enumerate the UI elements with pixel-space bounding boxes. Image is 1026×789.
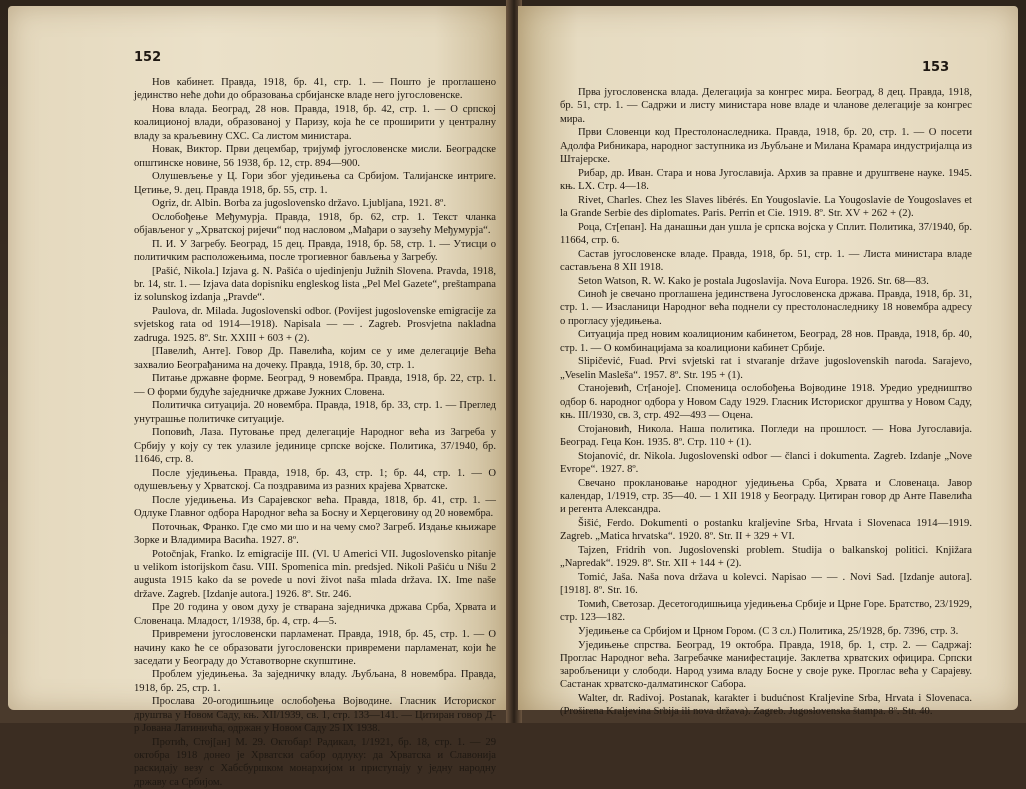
- bibliography-entry: [Павелић, Анте]. Говор Др. Павелића, којим се у име делегације Већа захвалио Београђанима на дочеку. Правда, 1918, бр. 30, стр. 1.: [134, 346, 496, 371]
- bibliography-entry: Potočnjak, Franko. Iz emigracije III. (Vl. U Americi VII. Jugoslovensko pitanje u velikom istorijskom času. VIII. Spomenica min. predsjed. Nikoli Pašiću u Nišu 2 augusta 1915 kako da se povede u novi život naša mlada država. IX. Ime naše države. Zagreb. [Izdanje autora.] 1926. 8º. Str. 246.: [134, 548, 496, 600]
- bibliography-entry: П. И. У Загребу. Београд, 15 дец. Правда, 1918, бр. 58, стр. 1. — Утисци о политичким расположењима, после трогиевног бављења у Загребу.: [134, 238, 496, 264]
- bibliography-entry: Стојановић, Никола. Наша политика. Погледи на прошлост. — Нова Југославија. Београд. Геца Кон. 1935. 8º. Стр. 110 + (1).: [560, 423, 972, 449]
- bibliography-entry: Станојевић, Ст[аноје]. Споменица ослобођења Војводине 1918. Уредио уредништво одбор 6. народног одбора у Новом Саду 1929. Гласник Историског друштва у Новом Саду, књ. III/1930, св. 3, стр. 492—493 — Оцена.: [560, 383, 972, 422]
- bibliography-entry: Paulova, dr. Milada. Jugoslovenski odbor. (Povijest jugoslovenske emigracije za svjetskog rata od 1914—1918). Napisala — — . Zagreb. Prosvjetna nakladna zadruga. 1925. 8º. Str. XXIII + 603 + (2).: [134, 306, 496, 344]
- bibliography-entry: Rivet, Charles. Chez les Slaves libérés. En Yougoslavie. La Yougoslavie de Yougoslaves et la Grande Serbie des diplomates. Paris. Perrin et Cie. 1919. 8º. Str. XV + 262 + (2).: [560, 194, 972, 219]
- bibliography-entry: Šišić, Ferdo. Dokumenti o postanku kraljevine Srba, Hrvata i Slovenaca 1914—1919. Zagreb. „Matica hrvatska“. 1920. 8º. Str. II + 329 + VI.: [560, 517, 972, 543]
- bibliography-entry: Рибар, др. Иван. Стара и нова Југославија. Архив за правне и друштвене науке. 1945. књ. LX. Стр. 4—18.: [560, 167, 972, 192]
- bibliography-entry: Поповић, Лаза. Путовање пред делегације Народног већа из Загреба у Србију у коју су тек улазиле јединице српске војске. Политика, 37/1940, бр. 11646, стр. 8.: [134, 427, 496, 465]
- bibliography-entry: Пре 20 година у овом духу је стварана заједничка држава Срба, Хрвата и Словенаца. Младост, 1/1938, бр. 4, стр. 4—5.: [134, 602, 496, 627]
- page-body: [134, 76, 496, 789]
- bibliography-entry: [Pašić, Nikola.] Izjava g. N. Pašića o ujedinjenju Južnih Slovena. Pravda, 1918, br. 14, str. 1. — Izjava data dopisniku engleskog lista „Pel Mel Gazete“, preštampana iz solunskog izdanja „Pravde“.: [134, 265, 496, 304]
- bibliography-entry: Новак, Виктор. Први децембар, тријумф југословенске мисли. Београдске општинске новине, 56 1938, бр. 12, стр. 894—900.: [134, 144, 496, 169]
- bibliography-entry: Синоћ је свечано проглашена јединствена Југословенска држава. Правда, 1918, бр. 31, стр. 1. — Изасланици Народног већа поднели су престолонаследнику 18 новембра адресу о прогласу уједињења.: [560, 289, 972, 327]
- left-page: [8, 6, 510, 788]
- bibliography-entry: Састав југословенске владе. Правда, 1918, бр. 51, стр. 1. — Листа министара владе састављена 8 XII 1918.: [560, 248, 972, 273]
- bibliography-entry: Нова влада. Београд, 28 нов. Правда, 1918, бр. 42, стр. 1. — О српској коалиционој влади, образованој у Паризу, која ће се проширити у централну владу за краљевину СХС. Са листом министара.: [134, 103, 496, 142]
- right-page: [518, 6, 1018, 718]
- bibliography-entry: Seton Watson, R. W. Kako je postala Jugoslavija. Nova Europa. 1926. Str. 68—83.: [578, 275, 929, 287]
- bibliography-entry: Протић, Стој[ан] М. 29. Октобар! Радикал, 1/1921, бр. 18, стр. 1. — 29 октобра 1918 донео је Хрватски сабор одлуку: да Хрватска и Славонија раскидају везу с Хабсбуршком монархијом и приступају у једну народну државу са Србијом.: [134, 736, 496, 788]
- bibliography-entry: Прослава 20-огодишњице ослобођења Војводине. Гласник Историског друштва у Новом Саду, књ. XII/1939, св. 1, стр. 133—141. — Цитиран говор Д-р Јована Латиничћа, одржан у Новом Саду 25 IX 1938.: [134, 696, 496, 735]
- bibliography-entry: После уједињења. Правда, 1918, бр. 43, стр. 1; бр. 44, стр. 1. — О одушевљењу у Хрватској. Са поздравима из разних крајева Хрватске.: [134, 467, 496, 492]
- bibliography-entry: Ослобођење Међумурја. Правда, 1918, бр. 62, стр. 1. Текст чланка објављеног у „Хрватској ријечи“ под насловом „Мађари о заузећу Међумурја“.: [134, 211, 496, 237]
- bibliography-entry: Политичка ситуација. 20 новембра. Правда, 1918, бр. 33, стр. 1. — Преглед унутрашње политичке ситуације.: [134, 400, 496, 425]
- bibliography-entry: После уједињења. Из Сарајевског већа. Правда, 1818, бр. 41, стр. 1. — Одлуке Главног одбора Народног већа за Босну и Херцеговину од 20 новембра.: [134, 494, 496, 519]
- bibliography-entry: Томић, Светозар. Десетогодишњица уједињења Србије и Црне Горе. Братство, 23/1929, стр. 123—182.: [560, 598, 972, 624]
- bibliography-entry: Walter, dr. Radivoj. Postanak, karakter i budućnost Kraljevine Srba, Hrvata i Slovenaca. (Proširena Kraljevina Srbija ili nova država). Zagreb. Jugoslovenska štampa. 8º. Str. 40.: [560, 693, 972, 718]
- bibliography-entry: Уједињење са Србијом и Црном Гором. (С 3 сл.) Политика, 25/1928, бр. 7396, стр. 3.: [578, 625, 959, 637]
- page-number: 152: [134, 50, 162, 65]
- bibliography-entry: Питање државне форме. Београд, 9 новембра. Правда, 1918, бр. 22, стр. 1. — О форми будуће заједничке државе Јужних Словена.: [134, 373, 496, 398]
- bibliography-entry: Олушевљење у Ц. Гори због уједињења са Србијом. Талијанске интриге. Цетиње, 9. дец. Правда 1918, бр. 55, стр. 1.: [134, 171, 496, 196]
- bibliography-entry: Привремени југословенски парламенат. Правда, 1918, бр. 45, стр. 1. — О начину како ће се образовати југословенски привремени парламенат, који ће заседати у Београду до Уставотворне скупштине.: [134, 629, 496, 667]
- bibliography-entry: Tajzen, Fridrih von. Jugoslovenski problem. Studija o balkanskoj politici. Knjižara „Napredak“. 1929. 8º. Str. XII + 144 + (2).: [560, 544, 972, 570]
- bibliography-entry: Први Словенци код Престолонаследника. Правда, 1918, бр. 20, стр. 1. — О посети Адолфа Рибникара, народног заступника из Љубљане и Милана Крамара индустријалца из Штајерске.: [560, 127, 972, 165]
- bibliography-entry: Tomić, Jaša. Naša nova država u kolevci. Napisao — — . Novi Sad. [Izdanje autora]. [1918]. 8º. Str. 16.: [560, 571, 972, 597]
- bibliography-entry: Уједињење спрства. Београд, 19 октобра. Правда, 1918, бр. 1, стр. 2. — Садржај: Проглас Народног већа. Загребачке манифестације. Заклетва хрватских официра. Српски заробљеници у слободи. Народ узима владу Босне у своје руке. Проглас већа у Сарајеву. Састанак хрватско-далматинског Сабора.: [560, 639, 972, 691]
- bibliography-entry: Поточњак, Франко. Где смо ми шо и на чему смо? Загреб. Издање књижаре Зорке и Владимира Васића. 1927. 8º.: [134, 521, 496, 546]
- bibliography-entry: Stojanović, dr. Nikola. Jugoslovenski odbor — članci i dokumenta. Zagreb. Izdanje „Nove Evrope“. 1927. 8º.: [560, 450, 972, 475]
- bibliography-entry: Проблем уједињења. За заједничку владу. Љубљана, 8 новембра. Правда, 1918, бр. 25, стр. 1.: [134, 669, 496, 694]
- page-number: 153: [922, 60, 950, 75]
- bibliography-entry: Роца, Ст[епан]. На данашњи дан ушла је српска војска у Сплит. Политика, 37/1940, бр. 11664, стр. 6.: [560, 221, 972, 246]
- bibliography-entry: Прва југословенска влада. Делегација за конгрес мира. Београд, 8 дец. Правда, 1918, бр. 51, стр. 1. — Садржи и листу министара нове владе и чланове делегације за конгрес мира.: [560, 87, 972, 125]
- bibliography-entry: Slipičević, Fuad. Prvi svjetski rat i stvaranje države jugoslovenskih naroda. Sarajevo, „Veselin Masleša“. 1957. 8º. Str. 195 + (1).: [560, 356, 972, 381]
- bibliography-entry: Свечано проклановање народног уједињења Срба, Хрвата и Словенаца. Јавор календар, 1/1919, стр. 35—40. — 1 XII 1918 у Београду. Цитиран говор др Анте Павелића и регента Александра.: [560, 477, 972, 516]
- bibliography-entry: Ogriz, dr. Albin. Borba za jugoslovensko državo. Ljubljana, 1921. 8º.: [152, 198, 446, 210]
- bibliography-entry: Ситуација пред новим коалиционим кабинетом, Београд, 28 нов. Правда, 1918, бр. 40, стр. 1. — О комбинацијама за коалициони кабинет Србије.: [560, 329, 972, 354]
- bibliography-entry: Нов кабинет. Правда, 1918, бр. 41, стр. 1. — Пошто је проглашено јединство неће доћи до образовања србијанске владе него југословенске.: [134, 77, 496, 102]
- page-body: [560, 86, 972, 719]
